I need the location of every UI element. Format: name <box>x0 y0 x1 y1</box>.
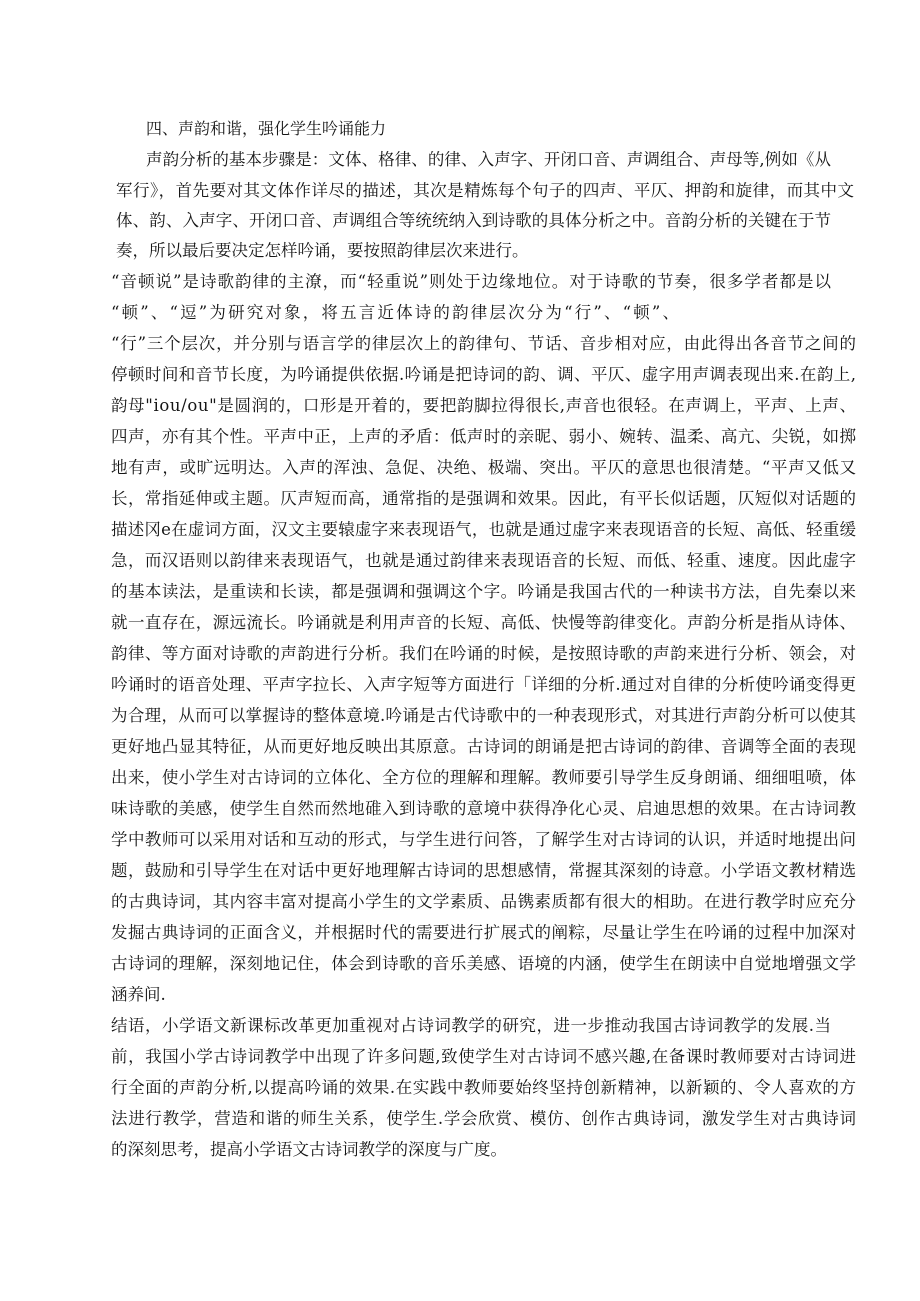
body-line: 题，鼓励和引导学生在对话中更好地理解古诗词的思想感情，常握其深刻的诗意。小学语文教材精选 <box>111 861 857 880</box>
body-line: “顿”、“逗”为研究对象，将五言近体诗的韵律层次分为“行”、“顿”、 <box>111 303 682 322</box>
body-line: 涵养间. <box>111 985 166 1004</box>
body-line: 出来，使小学生对古诗词的立体化、全方位的理解和理解。教师要引导学生反身朗诵、细细咀喷，体 <box>111 768 857 787</box>
conclusion-line: 前，我国小学古诗词教学中出现了许多问题,致使学生对古诗词不感兴趣,在备课时教师要对古诗词进 <box>111 1047 857 1066</box>
body-line: 学中教师可以采用对话和互动的形式，与学生进行问答，了解学生对古诗词的认识，并适时地提出问 <box>111 830 857 849</box>
body-line: 奏，所以最后要决定怎样吟诵，要按照韵律层次来进行。 <box>116 241 529 260</box>
body-line: 军行》，首先要对其文体作详尽的描述，其次是精炼每个句子的四声、平仄、押韵和旋律，而其中文 <box>116 181 855 200</box>
body-line: “音顿说”是诗歌韵律的主潦，而“轻重说”则处于边缘地位。对于诗歌的节奏，很多学者都是以 <box>111 272 833 291</box>
body-line: 声韵分析的基本步骤是：文体、格律、的律、入声字、开闭口音、声调组合、声母等,例如《从 <box>146 150 832 169</box>
body-line: 体、韵、入声字、开闭口音、声调组合等统统纳入到诗歌的具体分析之中。音韵分析的关键在于节 <box>116 211 832 230</box>
body-line: 四声，亦有其个性。平声中正，上声的矛盾：低声时的亲昵、弱小、婉转、温柔、高亢、尖锐，如掷 <box>111 427 857 446</box>
conclusion-line: 的深刻思考，提高小学语文古诗词教学的深度与广度。 <box>111 1140 507 1159</box>
conclusion-line: 结语，小学语文新课标改革更加重视对占诗词教学的研究，进一步推动我国古诗词教学的发展.当 <box>111 1016 832 1035</box>
conclusion-line: 行全面的声韵分析,以提高吟诵的效果.在实践中教师要始终坚持创新精神，以新颖的、令人喜欢的方 <box>111 1078 857 1097</box>
body-line: 长，常指延伸或主题。仄声短而高，通常指的是强调和效果。因此，有平长似话题，仄短似对话题的 <box>111 489 857 508</box>
body-line: 韵母"iou/ou"是圆润的，口形是开着的，要把韵脚拉得很长,声音也很轻。在声调上，平声、上声、 <box>111 396 857 415</box>
body-line: 味诗歌的美感，使学生自然而然地碓入到诗歌的意境中获得净化心灵、启迪思想的效果。在古诗词教 <box>111 799 857 818</box>
conclusion-line: 法进行教学，营造和谐的师生关系，使学生.学会欣赏、模仿、创作古典诗词，激发学生对古典诗词 <box>111 1109 857 1128</box>
section-heading: 四、声韵和谐，强化学生吟诵能力 <box>146 119 387 138</box>
body-line: 吟诵时的语音处理、平声字拉长、入声字短等方面进行「详细的分析.通过对自律的分析使吟诵变得更 <box>111 675 857 694</box>
body-line: 更好地凸显其特征，从而更好地反映出其原意。古诗词的朗诵是把古诗词的韵律、音调等全面的表现 <box>111 737 857 756</box>
body-line: 停顿时间和音节长度，为吟诵提供依据.吟诵是把诗词的韵、调、平仄、虚字用声调表现出来.在韵上, <box>111 365 857 384</box>
body-line: 发掘古典诗词的正面含义，并根据时代的需要进行扩展式的阐粽，尽量让学生在吟诵的过程中加深对 <box>111 923 857 942</box>
body-line: 的基本读法，是重读和长读，都是强调和强调这个字。吟诵是我国古代的一种读书方法，自先秦以来 <box>111 582 857 601</box>
body-line: “行”三个层次，并分别与语言学的律层次上的韵律句、节话、音步相对应，由此得出各音节之间的 <box>111 334 857 353</box>
body-line: 的古典诗词，其内容丰富对提高小学生的文学素质、品镌素质都有很大的相助。在进行教学时应充分 <box>111 892 857 911</box>
body-line: 韵律、等方面对诗歌的声韵进行分析。我们在吟诵的时候，是按照诗歌的声韵来进行分析、领会，对 <box>111 644 857 663</box>
body-line: 地有声，或旷远明达。入声的浑浊、急促、决绝、极端、突出。平仄的意思也很清楚。“平声又低又 <box>111 458 857 477</box>
body-line: 就一直存在，源远流长。吟诵就是利用声音的长短、高低、快慢等韵律变化。声韵分析是指从诗体、 <box>111 613 857 632</box>
body-line: 急，而汉语则以韵律来表现语气，也就是通过韵律来表现语音的长短、而低、轻重、速度。因此虚字 <box>111 551 857 570</box>
body-line: 为合理，从而可以掌握诗的整体意境.吟诵是古代诗歌中的一种表现形式，对其进行声韵分析可以使其 <box>111 706 857 725</box>
body-line: 古诗词的理解，深刻地记住，体会到诗歌的音乐美感、语境的内涵，使学生在朗读中自觉地增强文学 <box>111 954 857 973</box>
body-line: 描述冈e在虚词方面，汉文主要辕虚字来表现语气，也就是通过虚字来表现语音的长短、高低、轻重缓 <box>111 520 857 539</box>
